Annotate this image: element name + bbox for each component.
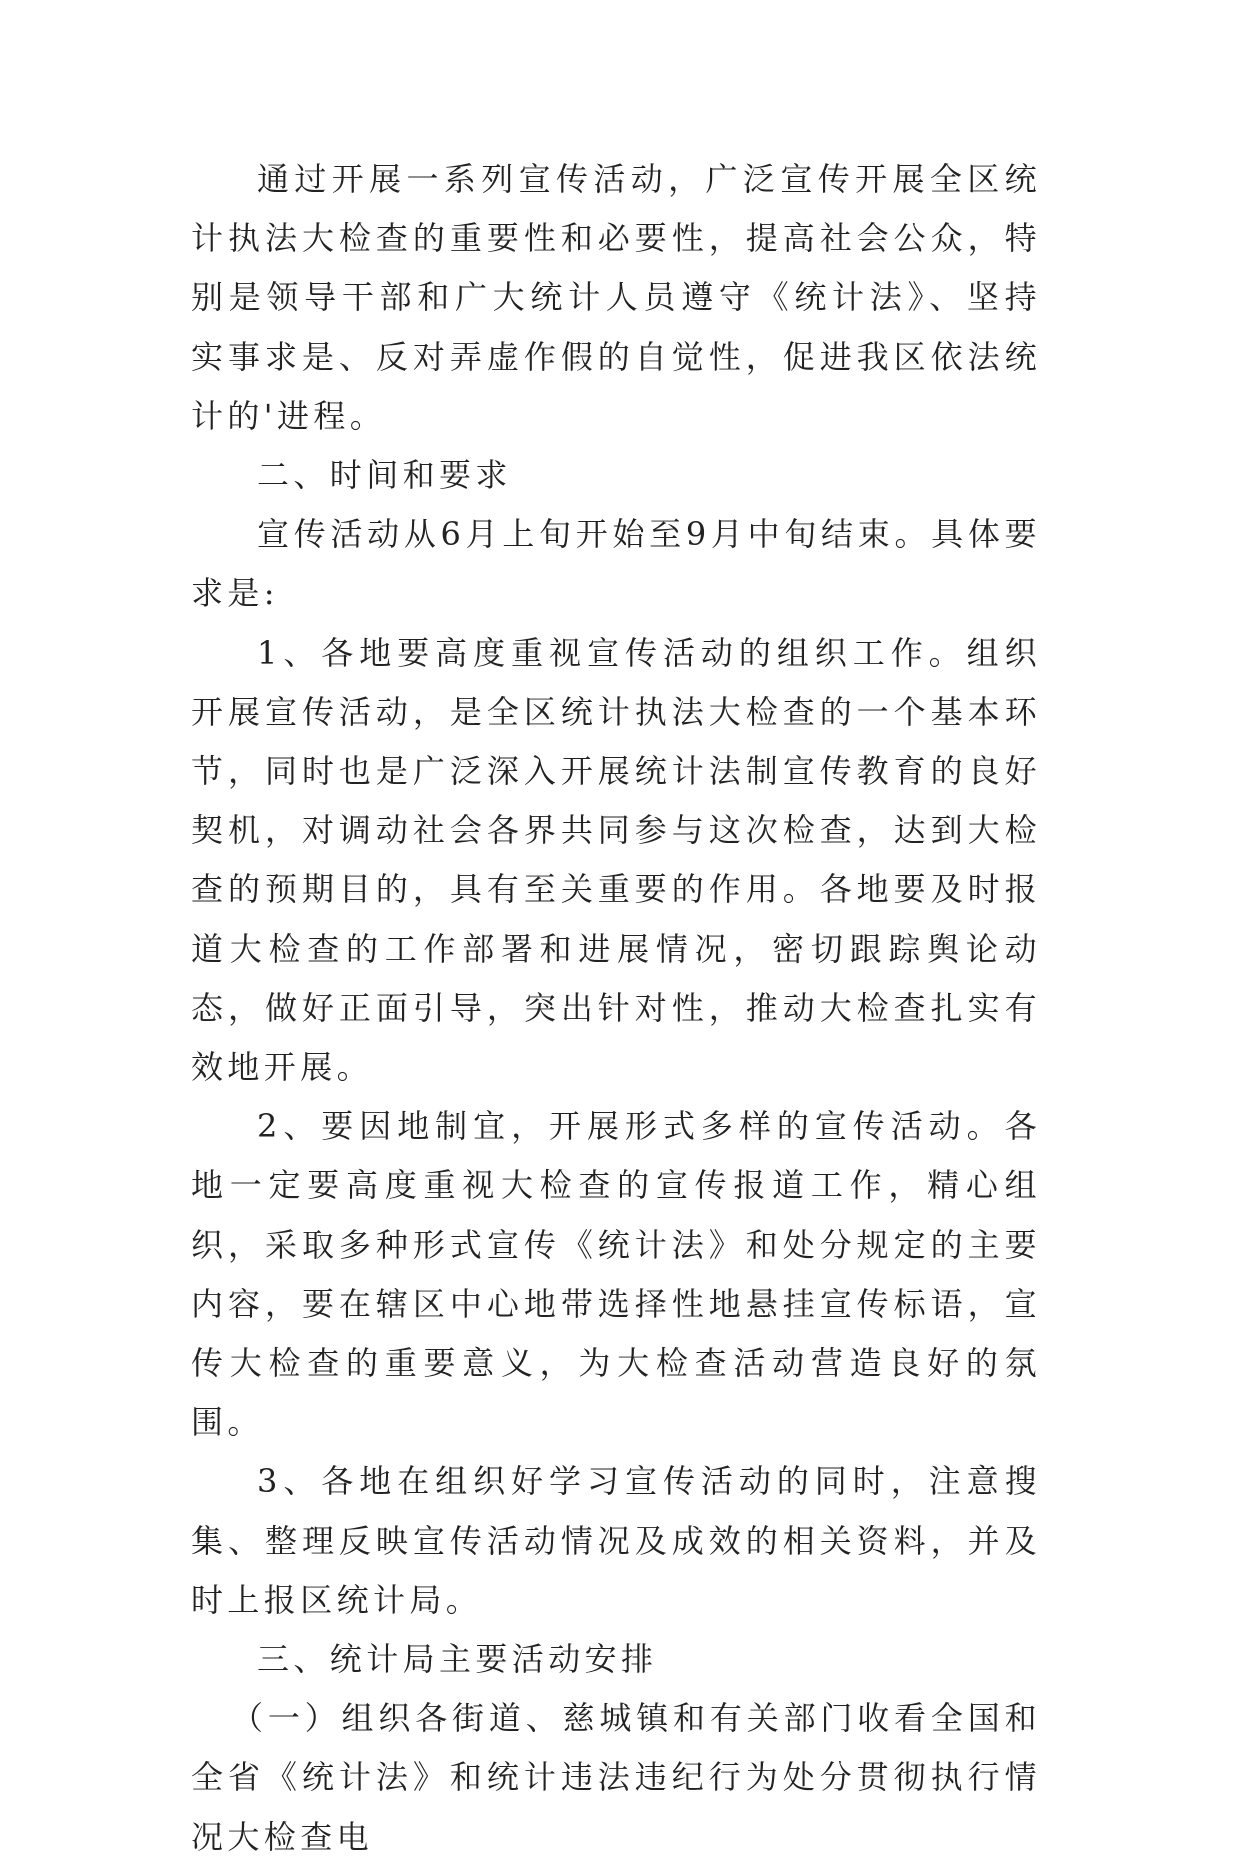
paragraph-schedule: 宣传活动从6月上旬开始至9月中旬结束。具体要求是:: [191, 515, 1041, 613]
document-page: [191, 150, 1041, 1867]
section-heading-activities: 三、统计局主要活动安排: [257, 1640, 658, 1679]
paragraph-intro: 通过开展一系列宣传活动，广泛宣传开展全区统计执法大检查的重要性和必要性，提高社会公众，特别是领导干部和广大统计人员遵守《统计法》、坚持实事求是、反对弄虚作假的自觉性，促进我区依法统计的'进程。: [191, 160, 1041, 435]
section-heading-time-requirements: 二、时间和要求: [257, 456, 512, 495]
paragraph-requirement-2: 2、要因地制宜，开展形式多样的宣传活动。各地一定要高度重视大检查的宣传报道工作，精心组织，采取多种形式宣传《统计法》和处分规定的主要内容，要在辖区中心地带选择性地悬挂宣传标语，宣传大检查的重要意义，为大检查活动营造良好的氛围。: [191, 1107, 1041, 1442]
paragraph-requirement-3: 3、各地在组织好学习宣传活动的同时，注意搜集、整理反映宣传活动情况及成效的相关资料，并及时上报区统计局。: [191, 1462, 1041, 1619]
paragraph-activity-1: （一）组织各街道、慈城镇和有关部门收看全国和全省《统计法》和统计违法违纪行为处分贯彻执行情况大检查电: [191, 1699, 1041, 1856]
paragraph-requirement-1: 1、各地要高度重视宣传活动的组织工作。组织开展宣传活动，是全区统计执法大检查的一个基本环节，同时也是广泛深入开展统计法制宣传教育的良好契机，对调动社会各界共同参与这次检查，达到大检查的预期目的，具有至关重要的作用。各地要及时报道大检查的工作部署和进展情况，密切跟踪舆论动态，做好正面引导，突出针对性，推动大检查扎实有效地开展。: [191, 633, 1041, 1087]
